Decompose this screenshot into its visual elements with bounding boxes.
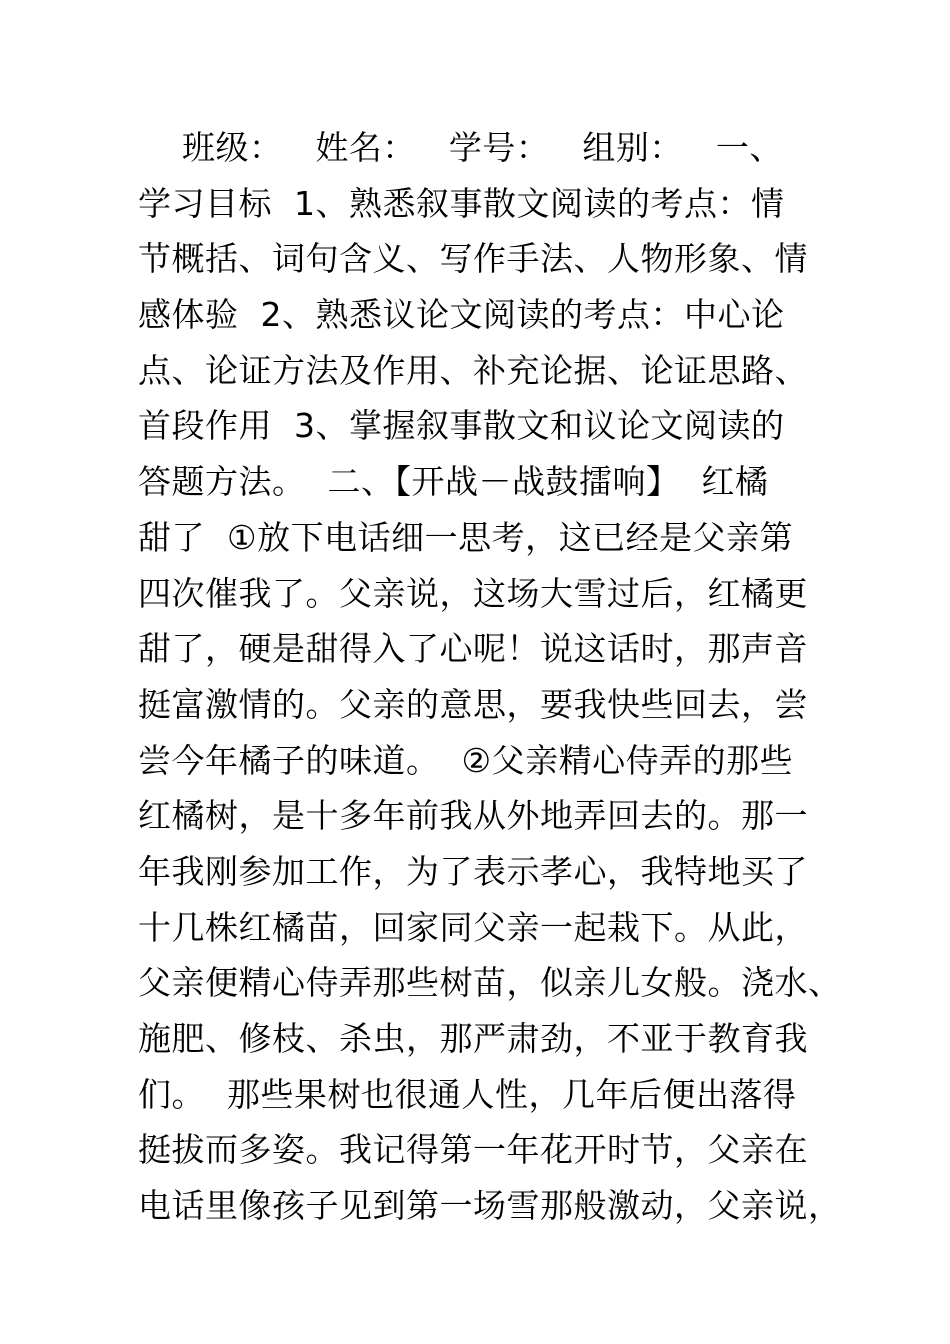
text-line: 十几株红橘苗，回家同父亲一起栽下。从此， [138, 907, 808, 947]
text-line: 首段作用 3、掌握叙事散文和议论文阅读的 [138, 406, 785, 446]
text-line: 答题方法。 二、【开战－战鼓擂响】 红橘 [138, 462, 769, 502]
text-line: 学习目标 1、熟悉叙事散文阅读的考点：情 [138, 183, 785, 223]
text-line: 四次催我了。父亲说，这场大雪过后，红橘更 [138, 573, 808, 613]
text-line: 班级： 姓名： 学号： 组别： 一、 [138, 128, 783, 167]
text-line: 节概括、词句含义、写作手法、人物形象、情 [138, 239, 808, 279]
text-line: 父亲便精心侍弄那些树苗，似亲儿女般。浇水、 [138, 963, 842, 1003]
text-line: 们。 那些果树也很通人性，几年后便出落得 [138, 1074, 797, 1114]
text-line: 尝今年橘子的味道。 ②父亲精心侍弄的那些 [138, 740, 794, 780]
text-line: 挺拔而多姿。我记得第一年花开时节，父亲在 [138, 1130, 808, 1170]
body-text [138, 120, 842, 1234]
text-line: 挺富激情的。父亲的意思，要我快些回去，尝 [138, 684, 808, 724]
text-line: 甜了 ①放下电话细一思考，这已经是父亲第 [138, 517, 794, 557]
text-line: 施肥、修枝、杀虫，那严肃劲，不亚于教育我 [138, 1019, 808, 1058]
text-line: 甜了，硬是甜得入了心呢！说这话时，那声音 [138, 629, 808, 669]
text-line: 电话里像孩子见到第一场雪那般激动，父亲说， [138, 1186, 842, 1226]
text-line: 红橘树，是十多年前我从外地弄回去的。那一 [138, 796, 808, 836]
text-line: 感体验 2、熟悉议论文阅读的考点：中心论 [138, 295, 785, 335]
text-line: 点、论证方法及作用、补充论据、论证思路、 [138, 350, 808, 390]
text-line: 年我刚参加工作，为了表示孝心，我特地买了 [138, 851, 808, 891]
